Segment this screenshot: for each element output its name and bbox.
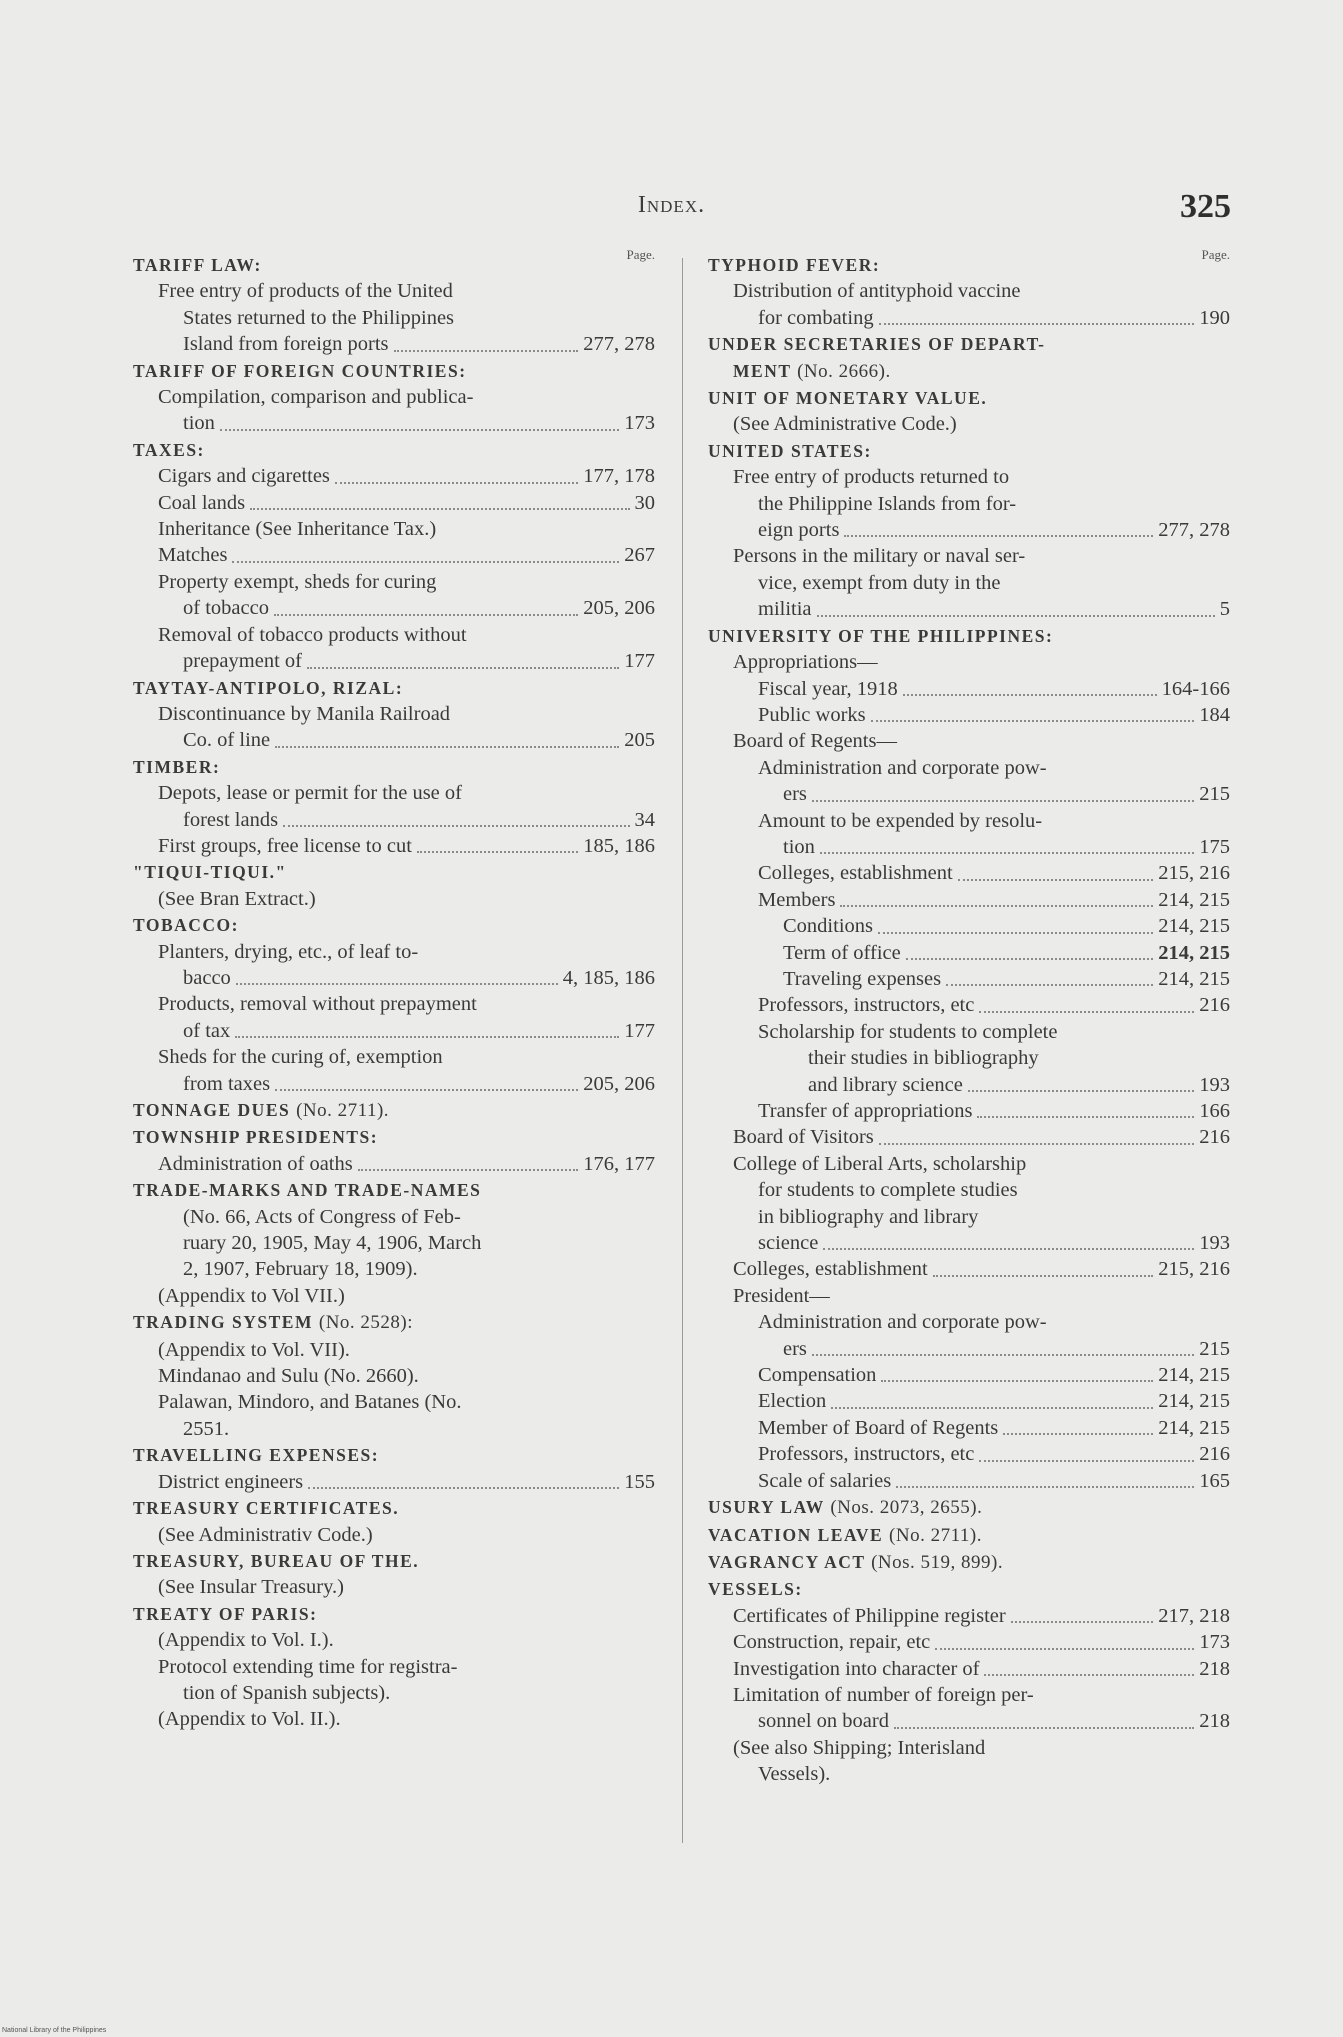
heading-text: TOBACCO: xyxy=(133,915,239,936)
entry-text: eign ports xyxy=(758,519,840,542)
index-entry xyxy=(708,702,1230,728)
heading-reference: (Nos. 519, 899). xyxy=(871,1551,1004,1573)
page-column-label: Page. xyxy=(626,247,655,262)
entry-text: Certificates of Philippine register xyxy=(733,1604,1006,1627)
index-entry xyxy=(708,1072,1230,1098)
page-reference: 277, 278 xyxy=(1158,519,1230,542)
index-entry xyxy=(708,517,1230,543)
page-reference: 214, 215 xyxy=(1158,1364,1230,1387)
index-heading xyxy=(133,358,655,384)
index-line: Distribution of antityphoid vaccine xyxy=(733,280,1021,303)
index-line: Removal of tobacco products without xyxy=(158,623,467,646)
index-entry xyxy=(708,1336,1230,1362)
index-entry xyxy=(708,860,1230,886)
entry-text: sonnel on board xyxy=(758,1710,889,1733)
dot-leader xyxy=(283,825,629,827)
page-reference: 215 xyxy=(1199,783,1230,806)
index-heading xyxy=(133,1442,655,1468)
index-entry xyxy=(708,1388,1230,1414)
index-entry xyxy=(708,1098,1230,1124)
entry-text: Co. of line xyxy=(183,729,271,752)
page-reference: 190 xyxy=(1199,306,1230,329)
index-entry xyxy=(708,1415,1230,1441)
index-line: 2551. xyxy=(183,1417,230,1440)
index-line: Mindanao and Sulu (No. 2660). xyxy=(158,1365,419,1388)
dot-leader xyxy=(250,508,629,510)
index-entry xyxy=(708,676,1230,702)
entry-text: Cigars and cigarettes xyxy=(158,465,330,488)
index-heading xyxy=(708,331,1230,357)
index-heading xyxy=(133,252,655,278)
page-reference: 205 xyxy=(624,729,655,752)
entry-text: Construction, repair, etc xyxy=(733,1631,931,1654)
heading-text: TONNAGE DUES xyxy=(133,1100,291,1120)
index-line: ruary 20, 1905, May 4, 1906, March xyxy=(183,1232,482,1255)
page-reference: 5 xyxy=(1219,598,1230,621)
index-line: Amount to be expended by resolu- xyxy=(758,809,1043,832)
index-heading xyxy=(133,675,655,701)
index-entry xyxy=(708,781,1230,807)
heading-reference: (No. 2711). xyxy=(889,1524,982,1546)
heading-text: MENT xyxy=(733,360,792,381)
dot-leader xyxy=(820,852,1194,854)
dot-leader xyxy=(235,1036,619,1038)
page-reference: 217, 218 xyxy=(1158,1604,1230,1627)
index-entry xyxy=(708,966,1230,992)
page-reference: 218 xyxy=(1199,1710,1230,1733)
index-heading xyxy=(708,1549,1230,1576)
index-entry xyxy=(708,1124,1230,1150)
index-line: in bibliography and library xyxy=(758,1205,979,1228)
dot-leader xyxy=(881,1380,1153,1382)
index-entry xyxy=(708,596,1230,622)
dot-leader xyxy=(840,905,1153,907)
page-reference: 216 xyxy=(1199,1126,1230,1149)
index-line: (See Bran Extract.) xyxy=(158,887,316,910)
page-column-label: Page. xyxy=(1201,247,1230,262)
index-line: their studies in bibliography xyxy=(808,1047,1039,1070)
page-reference: 215, 216 xyxy=(1158,1258,1230,1281)
index-line: Depots, lease or permit for the use of xyxy=(158,782,462,805)
dot-leader xyxy=(831,1407,1153,1409)
index-heading xyxy=(708,385,1230,411)
entry-text: Term of office xyxy=(783,941,901,964)
entry-text: Conditions xyxy=(783,915,873,938)
heading-text: UNIVERSITY OF THE PHILIPPINES: xyxy=(708,625,1054,646)
index-line: for students to complete studies xyxy=(758,1179,1018,1202)
index-line: Protocol extending time for registra- xyxy=(158,1655,458,1678)
index-entry xyxy=(133,542,655,568)
index-entry xyxy=(708,1708,1230,1734)
index-line: the Philippine Islands from for- xyxy=(758,492,1017,515)
page-reference: 267 xyxy=(624,544,655,567)
index-line: Products, removal without prepayment xyxy=(158,993,477,1016)
index-heading xyxy=(133,1097,655,1124)
dot-leader xyxy=(979,1460,1194,1462)
index-line: Inheritance (See Inheritance Tax.) xyxy=(158,518,437,541)
index-line: States returned to the Philippines xyxy=(183,306,455,329)
entry-text: District engineers xyxy=(158,1470,304,1493)
page-reference: 165 xyxy=(1199,1469,1230,1492)
index-entry xyxy=(133,410,655,436)
page-reference: 193 xyxy=(1199,1232,1230,1255)
dot-leader xyxy=(220,429,619,431)
heading-text: TARIFF LAW: xyxy=(133,255,262,275)
dot-leader xyxy=(977,1116,1194,1118)
heading-text: TREATY OF PARIS: xyxy=(133,1603,318,1624)
entry-text: forest lands xyxy=(183,808,279,831)
index-line: College of Liberal Arts, scholarship xyxy=(733,1152,1027,1175)
column-divider xyxy=(682,258,683,1843)
index-heading xyxy=(133,1177,655,1203)
index-line: President— xyxy=(733,1284,830,1307)
entry-text: for combating xyxy=(758,306,874,329)
page-reference: 214, 215 xyxy=(1158,1390,1230,1413)
entry-text: Island from foreign ports xyxy=(183,333,389,356)
index-entry xyxy=(133,648,655,674)
page-reference: 214, 215 xyxy=(1158,888,1230,911)
dot-leader xyxy=(906,958,1154,960)
index-heading xyxy=(133,754,655,780)
dot-leader xyxy=(878,932,1153,934)
page-reference: 173 xyxy=(1199,1631,1230,1654)
entry-text: of tobacco xyxy=(183,597,269,620)
entry-text: First groups, free license to cut xyxy=(158,834,412,857)
index-entry xyxy=(133,727,655,753)
index-entry xyxy=(133,490,655,516)
heading-text: VESSELS: xyxy=(708,1579,803,1600)
index-line: (See also Shipping; Interisland xyxy=(733,1736,986,1759)
index-line: (See Administrative Code.) xyxy=(733,413,957,436)
index-heading xyxy=(708,1576,1230,1602)
dot-leader xyxy=(946,984,1153,986)
dot-leader xyxy=(417,851,578,853)
heading-text: TOWNSHIP PRESIDENTS: xyxy=(133,1127,379,1148)
index-line: (See Insular Treasury.) xyxy=(158,1576,344,1599)
index-entry xyxy=(133,331,655,357)
index-line: tion of Spanish subjects). xyxy=(183,1681,391,1704)
heading-text: UNITED STATES: xyxy=(708,440,872,461)
dot-leader xyxy=(894,1727,1194,1729)
page-reference: 173 xyxy=(624,412,655,435)
dot-leader xyxy=(236,983,558,985)
dot-leader xyxy=(1011,1621,1154,1623)
entry-text: Coal lands xyxy=(158,491,246,514)
page-reference: 166 xyxy=(1199,1100,1230,1122)
heading-text: "TIQUI-TIQUI." xyxy=(133,862,287,883)
entry-text: Member of Board of Regents xyxy=(758,1416,999,1439)
index-line: Administration and corporate pow- xyxy=(758,756,1047,779)
index-line: Limitation of number of foreign per- xyxy=(733,1683,1034,1706)
index-line: Persons in the military or naval ser- xyxy=(733,545,1026,568)
index-line: Free entry of products returned to xyxy=(733,466,1010,489)
index-line: (Appendix to Vol VII.) xyxy=(158,1284,345,1307)
index-heading xyxy=(708,1494,1230,1521)
dot-leader xyxy=(879,323,1195,325)
dot-leader xyxy=(308,1487,619,1489)
page-reference: 277, 278 xyxy=(583,333,655,356)
index-line: (Appendix to Vol. VII). xyxy=(158,1338,350,1361)
dot-leader xyxy=(823,1248,1194,1250)
page-reference: 205, 206 xyxy=(583,597,655,620)
dot-leader xyxy=(871,720,1195,722)
index-entry xyxy=(133,833,655,859)
index-entry xyxy=(133,1018,655,1044)
index-line: Sheds for the curing of, exemption xyxy=(158,1046,443,1069)
index-line: Board of Regents— xyxy=(733,730,897,753)
entry-text: bacco xyxy=(183,966,231,989)
dot-leader xyxy=(812,800,1194,802)
page-reference: 30 xyxy=(634,491,655,514)
heading-text: UNDER SECRETARIES OF DEPART- xyxy=(708,334,1046,355)
heading-reference: (Nos. 2073, 2655). xyxy=(830,1497,983,1519)
page-reference: 177 xyxy=(624,1019,655,1042)
page-reference: 176, 177 xyxy=(583,1152,655,1175)
index-entry xyxy=(708,1256,1230,1282)
index-line: Palawan, Mindoro, and Batanes (No. xyxy=(158,1391,462,1414)
dot-leader xyxy=(935,1648,1194,1650)
index-line: (Appendix to Vol. I.). xyxy=(158,1629,334,1652)
index-line: vice, exempt from duty in the xyxy=(758,571,1001,594)
entry-text: Public works xyxy=(758,703,866,726)
entry-text: Compensation xyxy=(758,1364,877,1387)
dot-leader xyxy=(933,1275,1154,1277)
dot-leader xyxy=(358,1169,579,1171)
entry-text: Scale of salaries xyxy=(758,1469,892,1492)
index-heading xyxy=(133,1548,655,1574)
index-line: 2, 1907, February 18, 1909). xyxy=(183,1258,418,1281)
footer-credit: National Library of the Philippines xyxy=(2,2027,107,2034)
index-line: (Appendix to Vol. II.). xyxy=(158,1708,341,1731)
heading-text: TAYTAY-ANTIPOLO, RIZAL: xyxy=(133,677,404,698)
heading-reference: (No. 2711). xyxy=(296,1100,390,1121)
heading-text: TARIFF OF FOREIGN COUNTRIES: xyxy=(133,360,467,381)
page-reference: 216 xyxy=(1199,994,1230,1017)
dot-leader xyxy=(958,879,1154,881)
index-line: Vessels). xyxy=(758,1763,831,1786)
entry-text: of tax xyxy=(183,1019,231,1042)
entry-text: Members xyxy=(758,888,836,911)
index-heading xyxy=(708,623,1230,649)
entry-text: Election xyxy=(758,1390,827,1413)
index-entry xyxy=(708,887,1230,913)
page-reference: 193 xyxy=(1199,1073,1230,1096)
page-reference: 214, 215 xyxy=(1158,967,1230,990)
page-reference: 177, 178 xyxy=(583,465,655,488)
index-heading xyxy=(708,252,1230,278)
dot-leader xyxy=(812,1354,1194,1356)
index-entry xyxy=(708,913,1230,939)
index-heading xyxy=(133,1309,655,1336)
index-line: Discontinuance by Manila Railroad xyxy=(158,702,451,725)
page-number: 325 xyxy=(1180,188,1231,225)
page-title: Index. xyxy=(637,192,706,218)
index-entry xyxy=(133,965,655,991)
index-heading xyxy=(133,859,655,885)
index-entry xyxy=(133,1071,655,1097)
index-entry xyxy=(133,807,655,833)
index-heading xyxy=(133,1495,655,1521)
heading-reference: (No. 2528): xyxy=(318,1312,414,1334)
page-reference: 214, 215 xyxy=(1158,915,1230,938)
heading-text: VACATION LEAVE xyxy=(708,1524,884,1545)
index-entry xyxy=(133,1151,655,1177)
heading-text: USURY LAW xyxy=(708,1497,825,1518)
dot-leader xyxy=(394,350,579,352)
dot-leader xyxy=(232,561,619,563)
heading-text: TAXES: xyxy=(133,439,205,460)
index-heading xyxy=(133,1124,655,1150)
entry-text: Administration of oaths xyxy=(158,1152,353,1175)
entry-text: tion xyxy=(183,412,215,435)
heading-text: TRAVELLING EXPENSES: xyxy=(133,1445,380,1466)
dot-leader xyxy=(817,615,1215,617)
heading-text: UNIT OF MONETARY VALUE. xyxy=(708,388,988,409)
page-reference: 216 xyxy=(1199,1443,1230,1466)
dot-leader xyxy=(903,694,1157,696)
entry-text: militia xyxy=(758,598,812,621)
page-reference: 184 xyxy=(1199,703,1230,726)
entry-text: prepayment of xyxy=(183,650,302,673)
index-entry xyxy=(708,1441,1230,1467)
dot-leader xyxy=(879,1143,1195,1145)
index-heading xyxy=(708,358,1230,385)
entry-text: Investigation into character of xyxy=(733,1657,980,1680)
entry-text: ers xyxy=(783,783,807,806)
page-reference: 4, 185, 186 xyxy=(562,966,655,989)
right-column xyxy=(708,247,1230,1788)
dot-leader xyxy=(979,1011,1194,1013)
page-reference: 175 xyxy=(1199,835,1230,858)
dot-leader xyxy=(844,535,1153,537)
index-heading xyxy=(133,1601,655,1627)
dot-leader xyxy=(984,1674,1194,1676)
page-reference: 218 xyxy=(1199,1657,1230,1680)
page-reference: 164-166 xyxy=(1161,677,1230,700)
page-reference: 177 xyxy=(624,650,655,673)
dot-leader xyxy=(1003,1433,1153,1435)
index-line: Property exempt, sheds for curing xyxy=(158,570,437,593)
heading-text: TIMBER: xyxy=(133,756,221,777)
heading-text: TRADE-MARKS AND TRADE-NAMES xyxy=(133,1180,482,1201)
index-entry xyxy=(133,595,655,621)
entry-text: ers xyxy=(783,1337,807,1360)
index-entry xyxy=(708,834,1230,860)
page-reference: 215 xyxy=(1199,1337,1230,1360)
index-entry xyxy=(708,1230,1230,1256)
index-heading xyxy=(133,437,655,463)
page-reference: 214, 215 xyxy=(1158,941,1230,964)
page-reference: 155 xyxy=(624,1470,655,1493)
page-reference: 215, 216 xyxy=(1158,862,1230,885)
index-entry xyxy=(708,305,1230,331)
heading-text: TREASURY CERTIFICATES. xyxy=(133,1498,400,1519)
index-line: Administration and corporate pow- xyxy=(758,1311,1047,1334)
index-line: Compilation, comparison and publica- xyxy=(158,386,474,409)
entry-text: science xyxy=(758,1232,819,1255)
dot-leader xyxy=(307,667,619,669)
index-entry xyxy=(708,992,1230,1018)
entry-text: Traveling expenses xyxy=(783,967,942,990)
heading-text: TREASURY, BUREAU OF THE. xyxy=(133,1550,420,1571)
heading-text: VAGRANCY ACT xyxy=(708,1551,866,1572)
dot-leader xyxy=(335,482,578,484)
index-line: Free entry of products of the United xyxy=(158,280,453,303)
entry-text: Board of Visitors xyxy=(733,1126,874,1149)
index-entry xyxy=(708,1603,1230,1629)
index-entry xyxy=(708,940,1230,966)
dot-leader xyxy=(275,1089,578,1091)
index-line: Appropriations— xyxy=(733,651,878,674)
page-reference: 185, 186 xyxy=(583,834,655,857)
entry-text: Matches xyxy=(158,544,228,567)
page-reference: 205, 206 xyxy=(583,1072,655,1095)
entry-text: from taxes xyxy=(183,1072,271,1095)
entry-text: Colleges, establishment xyxy=(758,862,953,885)
index-entry xyxy=(708,1656,1230,1682)
entry-text: Professors, instructors, etc xyxy=(758,1443,975,1466)
dot-leader xyxy=(274,614,578,616)
index-entry xyxy=(133,463,655,489)
entry-text: Professors, instructors, etc xyxy=(758,994,975,1017)
index-line: (No. 66, Acts of Congress of Feb- xyxy=(183,1205,461,1228)
index-line: Planters, drying, etc., of leaf to- xyxy=(158,940,419,963)
heading-text: TYPHOID FEVER: xyxy=(708,255,881,275)
entry-text: Fiscal year, 1918 xyxy=(758,677,898,700)
index-entry xyxy=(708,1629,1230,1655)
index-entry xyxy=(708,1468,1230,1494)
page-reference: 214, 215 xyxy=(1158,1416,1230,1439)
index-line: (See Administrativ Code.) xyxy=(158,1523,373,1546)
entry-text: and library science xyxy=(808,1073,963,1096)
dot-leader xyxy=(968,1090,1194,1092)
entry-text: Colleges, establishment xyxy=(733,1258,928,1281)
entry-text: tion xyxy=(783,835,815,858)
index-entry xyxy=(133,1469,655,1495)
index-line: Scholarship for students to complete xyxy=(758,1020,1058,1043)
index-heading xyxy=(133,912,655,938)
index-heading xyxy=(708,438,1230,464)
page-reference: 34 xyxy=(634,808,655,831)
heading-text: TRADING SYSTEM xyxy=(133,1312,313,1333)
dot-leader xyxy=(275,746,619,748)
index-heading xyxy=(708,1522,1230,1549)
heading-reference: (No. 2666). xyxy=(797,360,891,382)
left-column xyxy=(133,247,655,1733)
index-entry xyxy=(708,1362,1230,1388)
dot-leader xyxy=(896,1486,1194,1488)
entry-text: Transfer of appropriations xyxy=(758,1100,973,1122)
